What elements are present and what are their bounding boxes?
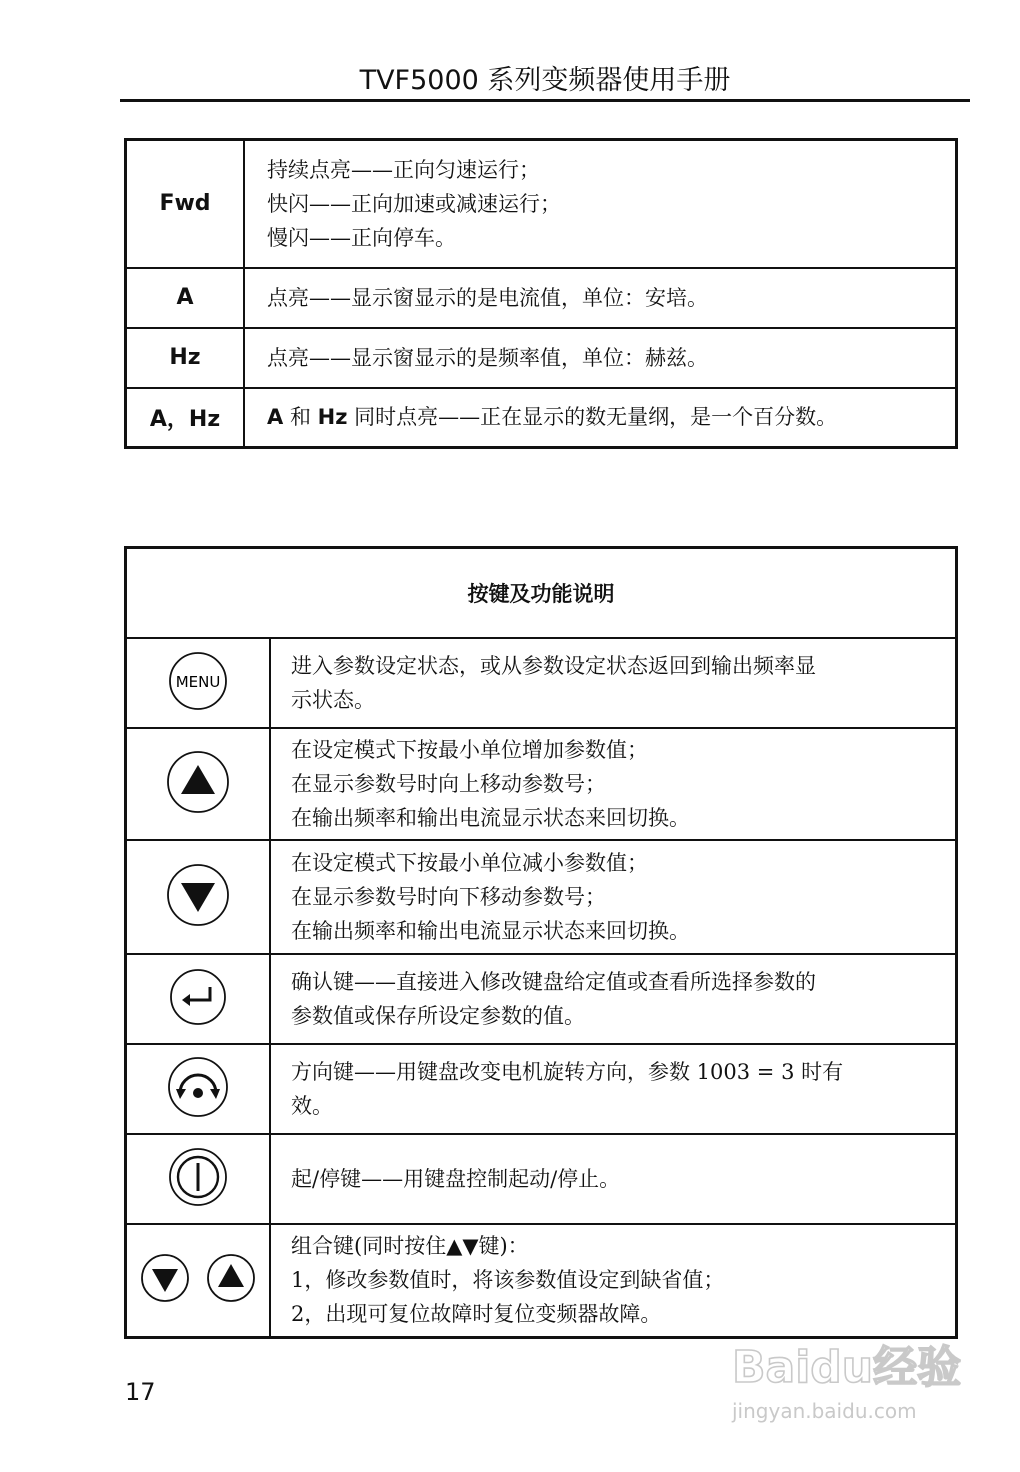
table-row [126,954,957,1044]
desc-line: 效。 [291,1093,333,1118]
key-function-table [124,546,958,1339]
table-row [126,548,957,638]
indicator-desc: 点亮——显示窗显示的是电流值，单位：安培。 [244,268,957,328]
indicator-key: Hz [126,328,245,388]
baidu-watermark [722,1320,962,1430]
menu-key-label: MENU [175,672,221,691]
table-row [126,728,957,840]
desc-line: 慢闪——正向停车。 [267,225,456,250]
desc-line: 参数值或保存所设定参数的值。 [291,1003,585,1028]
desc-line: 在显示参数号时向下移动参数号； [291,884,606,909]
desc-line: 在设定模式下按最小单位增加参数值； [291,737,648,762]
desc-line: 组合键(同时按住▲▼键)： [291,1234,529,1259]
indicator-desc: 点亮——显示窗显示的是频率值，单位：赫兹。 [244,328,957,388]
desc-line: 进入参数设定状态，或从参数设定状态返回到输出频率显 [291,653,816,678]
watermark-brand: Baidu经验 [732,1342,962,1393]
combo-key-icon [126,1224,271,1338]
desc-line: 在输出频率和输出电流显示状态来回切换。 [291,805,690,830]
key-desc: 起/停键——用键盘控制起动/停止。 [270,1134,957,1224]
desc-line: 1，修改参数值时，将该参数值设定到缺省值； [291,1268,725,1293]
key-desc [270,840,957,954]
down-key-icon [139,1252,191,1304]
watermark-url: jingyan.baidu.com [732,1399,917,1423]
table-row [126,638,957,728]
key-desc [270,1044,957,1134]
table-row [126,328,957,388]
up-key-icon [165,749,231,815]
desc-line: 2，出现可复位故障时复位变频器故障。 [291,1302,662,1327]
desc-line: 方向键——用键盘改变电机旋转方向，参数 1003 = 3 时有 [291,1059,844,1084]
menu-key-icon [167,650,229,712]
direction-key-icon [166,1055,230,1119]
down-key-icon [165,862,231,928]
bold-hz: Hz [317,405,348,430]
desc-line: 在显示参数号时向上移动参数号； [291,771,606,796]
table-row [126,268,957,328]
power-key-icon [167,1146,229,1208]
bold-a: A [267,405,284,430]
desc-line: 在输出频率和输出电流显示状态来回切换。 [291,918,690,943]
indicator-table [124,138,958,449]
indicator-desc [244,140,957,268]
key-desc [270,954,957,1044]
up-key-icon [205,1252,257,1304]
table-row [126,388,957,448]
table-row [126,1044,957,1134]
page-number: 17 [125,1378,156,1406]
table-row [126,140,957,268]
key-desc [270,638,957,728]
enter-key-icon [168,967,228,1027]
table-row [126,840,957,954]
text-rest: 同时点亮——正在显示的数无量纲，是一个百分数。 [347,405,838,430]
desc-line: 持续点亮——正向匀速运行； [267,157,540,182]
desc-line: 快闪——正向加速或减速运行； [267,191,561,216]
table-title: 按键及功能说明 [126,548,957,638]
page-header: TVF5000 系列变频器使用手册 [359,65,731,96]
indicator-key: A [126,268,245,328]
desc-line: 确认键——直接进入修改键盘给定值或查看所选择参数的 [291,969,816,994]
indicator-key: Fwd [126,140,245,268]
desc-line: 示状态。 [291,687,375,712]
indicator-key: A，Hz [126,388,245,448]
text-and: 和 [283,405,318,430]
key-desc [270,728,957,840]
header-rule [120,99,970,102]
table-row [126,1134,957,1224]
indicator-desc [244,388,957,448]
desc-line: 在设定模式下按最小单位减小参数值； [291,850,648,875]
